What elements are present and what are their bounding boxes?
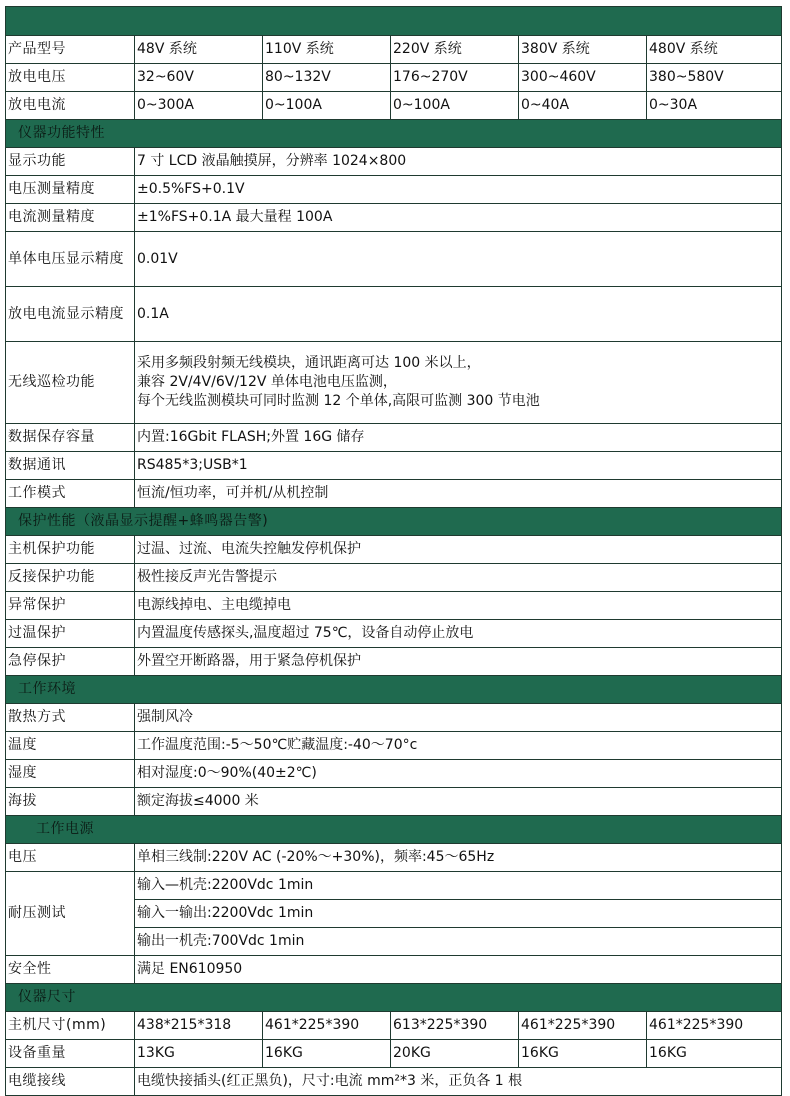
row-label: 放电电压 <box>6 64 135 92</box>
row-label: 主机保护功能 <box>6 536 135 564</box>
row-value: 380~580V <box>647 64 782 92</box>
section-header <box>6 816 782 844</box>
row-value: 176~270V <box>391 64 519 92</box>
row-label: 急停保护 <box>6 648 135 676</box>
spec-row <box>6 204 782 232</box>
row-value: 0~100A <box>391 92 519 120</box>
spec-row <box>6 620 782 648</box>
wireless-line: 每个无线监测模块可同时监测 12 个单体,高限可监测 300 节电池 <box>137 393 540 409</box>
row-value: 32~60V <box>135 64 263 92</box>
section-title-environment: 工作环境 <box>6 676 782 704</box>
spec-row <box>6 592 782 620</box>
row-value: 0.1A <box>135 287 782 342</box>
row-value: 电源线掉电、主电缆掉电 <box>135 592 782 620</box>
spec-row <box>6 480 782 508</box>
spec-row <box>6 287 782 342</box>
row-label: 工作模式 <box>6 480 135 508</box>
row-label: 显示功能 <box>6 148 135 176</box>
row-label: 安全性 <box>6 956 135 984</box>
row-label: 设备重量 <box>6 1040 135 1068</box>
section-title-dimensions: 仪器尺寸 <box>6 984 782 1012</box>
row-value-multiline <box>135 342 782 424</box>
row-value: 613*225*390 <box>391 1012 519 1040</box>
row-value: 110V 系统 <box>263 36 391 64</box>
row-label: 温度 <box>6 732 135 760</box>
section-header <box>6 508 782 536</box>
row-value: 0~40A <box>519 92 647 120</box>
spec-row <box>6 1068 782 1096</box>
spec-table <box>5 6 782 1096</box>
row-value: 20KG <box>391 1040 519 1068</box>
row-value: 461*225*390 <box>263 1012 391 1040</box>
row-label: 电压测量精度 <box>6 176 135 204</box>
wireless-line: 采用多频段射频无线模块，通讯距离可达 100 米以上， <box>137 355 481 371</box>
row-value: 相对湿度:0～90%(40±2℃) <box>135 760 782 788</box>
spec-row <box>6 732 782 760</box>
spec-row <box>6 176 782 204</box>
spec-row <box>6 648 782 676</box>
row-value: 13KG <box>135 1040 263 1068</box>
spec-row <box>6 232 782 287</box>
row-value: 48V 系统 <box>135 36 263 64</box>
spec-row <box>6 424 782 452</box>
row-value: 满足 EN610950 <box>135 956 782 984</box>
row-label: 反接保护功能 <box>6 564 135 592</box>
row-value: 内置:16Gbit FLASH;外置 16G 储存 <box>135 424 782 452</box>
spec-row <box>6 148 782 176</box>
row-label: 放电电流 <box>6 92 135 120</box>
row-value: 外置空开断路器，用于紧急停机保护 <box>135 648 782 676</box>
row-label: 产品型号 <box>6 36 135 64</box>
row-value: 16KG <box>263 1040 391 1068</box>
row-value: 16KG <box>647 1040 782 1068</box>
row-value: 0~100A <box>263 92 391 120</box>
row-label: 电缆接线 <box>6 1068 135 1096</box>
row-value: 0~300A <box>135 92 263 120</box>
row-value: 工作温度范围:-5～50℃贮藏温度:-40～70°c <box>135 732 782 760</box>
row-value: 内置温度传感探头,温度超过 75℃，设备自动停止放电 <box>135 620 782 648</box>
row-value: 恒流/恒功率，可并机/从机控制 <box>135 480 782 508</box>
row-label: 海拔 <box>6 788 135 816</box>
row-label: 过温保护 <box>6 620 135 648</box>
section-header <box>6 120 782 148</box>
section-title-power: 工作电源 <box>6 816 782 844</box>
row-value: 380V 系统 <box>519 36 647 64</box>
model-row <box>6 64 782 92</box>
spec-row <box>6 760 782 788</box>
row-value: 极性接反声光告警提示 <box>135 564 782 592</box>
row-value: 0~30A <box>647 92 782 120</box>
row-label: 电流测量精度 <box>6 204 135 232</box>
row-value: 输入一输出:2200Vdc 1min <box>135 900 782 928</box>
row-label: 放电电流显示精度 <box>6 287 135 342</box>
row-value: 16KG <box>519 1040 647 1068</box>
row-value: 过温、过流、电流失控触发停机保护 <box>135 536 782 564</box>
spec-row <box>6 956 782 984</box>
row-value: RS485*3;USB*1 <box>135 452 782 480</box>
top-header-cell <box>6 7 782 36</box>
row-value: 输出一机壳:700Vdc 1min <box>135 928 782 956</box>
row-label: 数据通讯 <box>6 452 135 480</box>
row-value: 额定海拔≤4000 米 <box>135 788 782 816</box>
row-label: 单体电压显示精度 <box>6 232 135 287</box>
row-value: 480V 系统 <box>647 36 782 64</box>
row-label: 电压 <box>6 844 135 872</box>
row-value: 461*225*390 <box>519 1012 647 1040</box>
section-title-instrument: 仪器功能特性 <box>6 120 782 148</box>
row-value: 220V 系统 <box>391 36 519 64</box>
row-label: 数据保存容量 <box>6 424 135 452</box>
row-value: 电缆快接插头(红正黑负)，尺寸:电流 mm²*3 米，正负各 1 根 <box>135 1068 782 1096</box>
spec-row-wireless <box>6 342 782 424</box>
section-title-protection: 保护性能（液晶显示提醒+蜂鸣器告警) <box>6 508 782 536</box>
spec-row-withstand <box>6 872 782 900</box>
row-value: 强制风冷 <box>135 704 782 732</box>
row-value: 438*215*318 <box>135 1012 263 1040</box>
row-label: 散热方式 <box>6 704 135 732</box>
row-label: 无线巡检功能 <box>6 342 135 424</box>
row-value: 300~460V <box>519 64 647 92</box>
row-value: 输入—机壳:2200Vdc 1min <box>135 872 782 900</box>
model-row <box>6 36 782 64</box>
row-label: 异常保护 <box>6 592 135 620</box>
row-value: 7 寸 LCD 液晶触摸屏，分辨率 1024×800 <box>135 148 782 176</box>
section-header <box>6 984 782 1012</box>
spec-row <box>6 844 782 872</box>
spec-row <box>6 788 782 816</box>
row-value: ±1%FS+0.1A 最大量程 100A <box>135 204 782 232</box>
spec-row <box>6 452 782 480</box>
spec-row <box>6 536 782 564</box>
spec-row <box>6 564 782 592</box>
row-value: 单相三线制:220V AC (-20%～+30%)，频率:45～65Hz <box>135 844 782 872</box>
spec-row <box>6 704 782 732</box>
row-value: 461*225*390 <box>647 1012 782 1040</box>
row-value: 0.01V <box>135 232 782 287</box>
section-header <box>6 676 782 704</box>
dimension-row <box>6 1012 782 1040</box>
dimension-row <box>6 1040 782 1068</box>
row-value: 80~132V <box>263 64 391 92</box>
model-row <box>6 92 782 120</box>
row-label: 耐压测试 <box>6 872 135 956</box>
row-label: 主机尺寸(mm) <box>6 1012 135 1040</box>
row-value: ±0.5%FS+0.1V <box>135 176 782 204</box>
row-label: 湿度 <box>6 760 135 788</box>
wireless-line: 兼容 2V/4V/6V/12V 单体电池电压监测， <box>137 374 397 390</box>
top-header-bar <box>6 7 782 36</box>
